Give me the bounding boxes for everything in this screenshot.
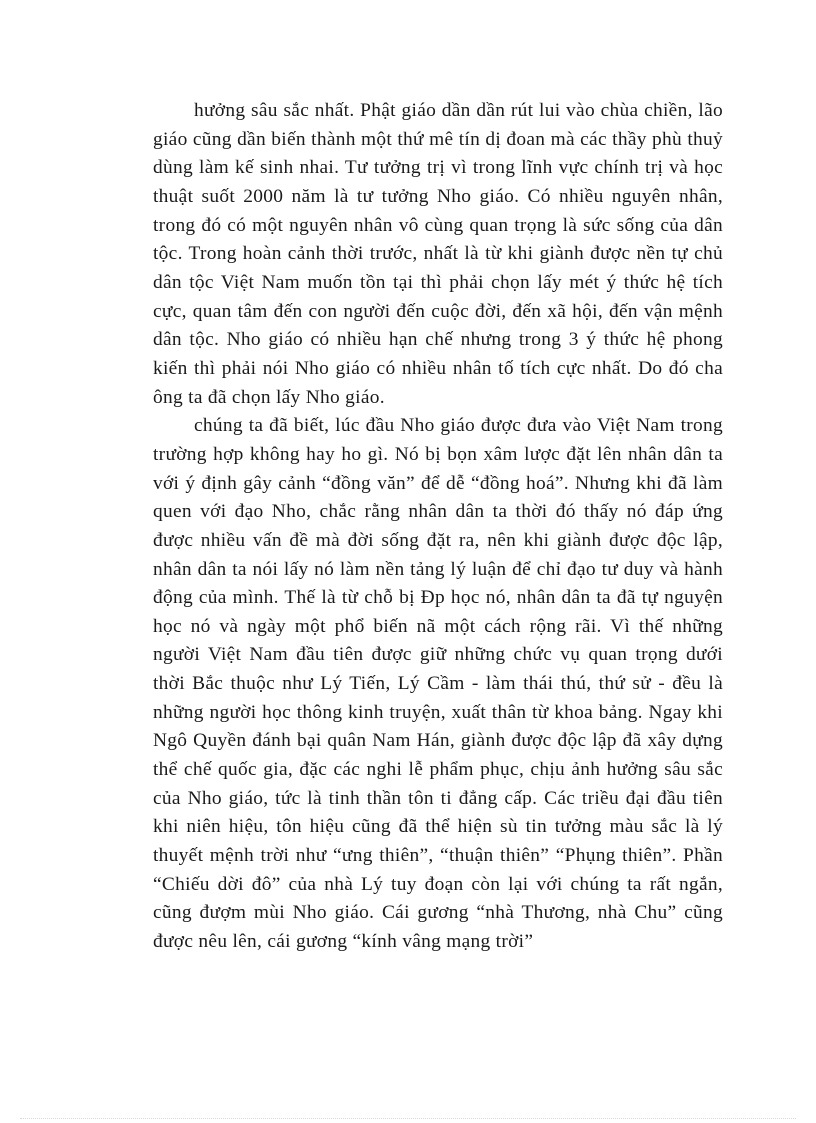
paragraph-2: chúng ta đã biết, lúc đầu Nho giáo được đưa vào Việt Nam trong trường hợp không hay ho gì. Nó bị bọn xâm lược đặt lên nhân dân ta với ý định gây cảnh “đồng văn” để dễ “đồng hoá”. Nhưng khi đã làm quen với đạo Nho, chắc rằng nhân dân ta thời đó thấy nó đáp ứng được nhiều vấn đề mà đời sống đặt ra, nên khi giành được độc lập, nhân dân ta nói lấy nó làm nền tảng lý luận để chỉ đạo tư duy và hành động của mình. Thế là từ chỗ bị Đp học nó, nhân dân ta đã tự nguyện học nó và ngày một phổ biến nã một cách rộng rãi. Vì thế những người Việt Nam đầu tiên được giữ những chức vụ quan trọng dưới thời Bắc thuộc như Lý Tiến, Lý Cầm - làm thái thú, thứ sử - đều là những người học thông kinh truyện, xuất thân từ khoa bảng. Ngay khi Ngô Quyền đánh bại quân Nam Hán, giành được độc lập đã xây dựng thể chế quốc gia, đặc các nghi lễ phẩm phục, chịu ảnh hưởng sâu sắc của Nho giáo, tức là tinh thần tôn ti đẳng cấp. Các triều đại đầu tiên khi niên hiệu, tôn hiệu cũng đã thể hiện sù tin tưởng màu sắc là lý thuyết mệnh trời như “ưng thiên”, “thuận thiên” “Phụng thiên”. Phần “Chiếu dời đô” của nhà Lý tuy đoạn còn lại với chúng ta rất ngắn, cũng đượm mùi Nho giáo. Cái gương “nhà Thương, nhà Chu” cũng được nêu lên, cái gương “kính vâng mạng trời” <box>153 415 723 953</box>
paragraph-1: hưởng sâu sắc nhất. Phật giáo dần dần rút lui vào chùa chiền, lão giáo cũng dần biến thành một thứ mê tín dị đoan mà các thầy phù thuỷ dùng làm kế sinh nhai. Tư tưởng trị vì trong lĩnh vực chính trị và học thuật suốt 2000 năm là tư tưởng Nho giáo. Có nhiều nguyên nhân, trong đó có một nguyên nhân vô cùng quan trọng là sức sống của dân tộc. Trong hoàn cảnh thời trước, nhất là từ khi giành được nền tự chủ dân tộc Việt Nam muốn tồn tại thì phải chọn lấy mét ý thức hệ tích cực, quan tâm đến con người đến cuộc đời, đến xã hội, đến vận mệnh dân tộc. Nho giáo có nhiều hạn chế nhưng trong 3 ý thức hệ phong kiến thì phải nói Nho giáo có nhiều nhân tố tích cực nhất. Do đó cha ông ta đã chọn lấy Nho giáo. <box>153 100 723 408</box>
page-bottom-divider <box>20 1118 796 1119</box>
body-text <box>153 97 723 957</box>
